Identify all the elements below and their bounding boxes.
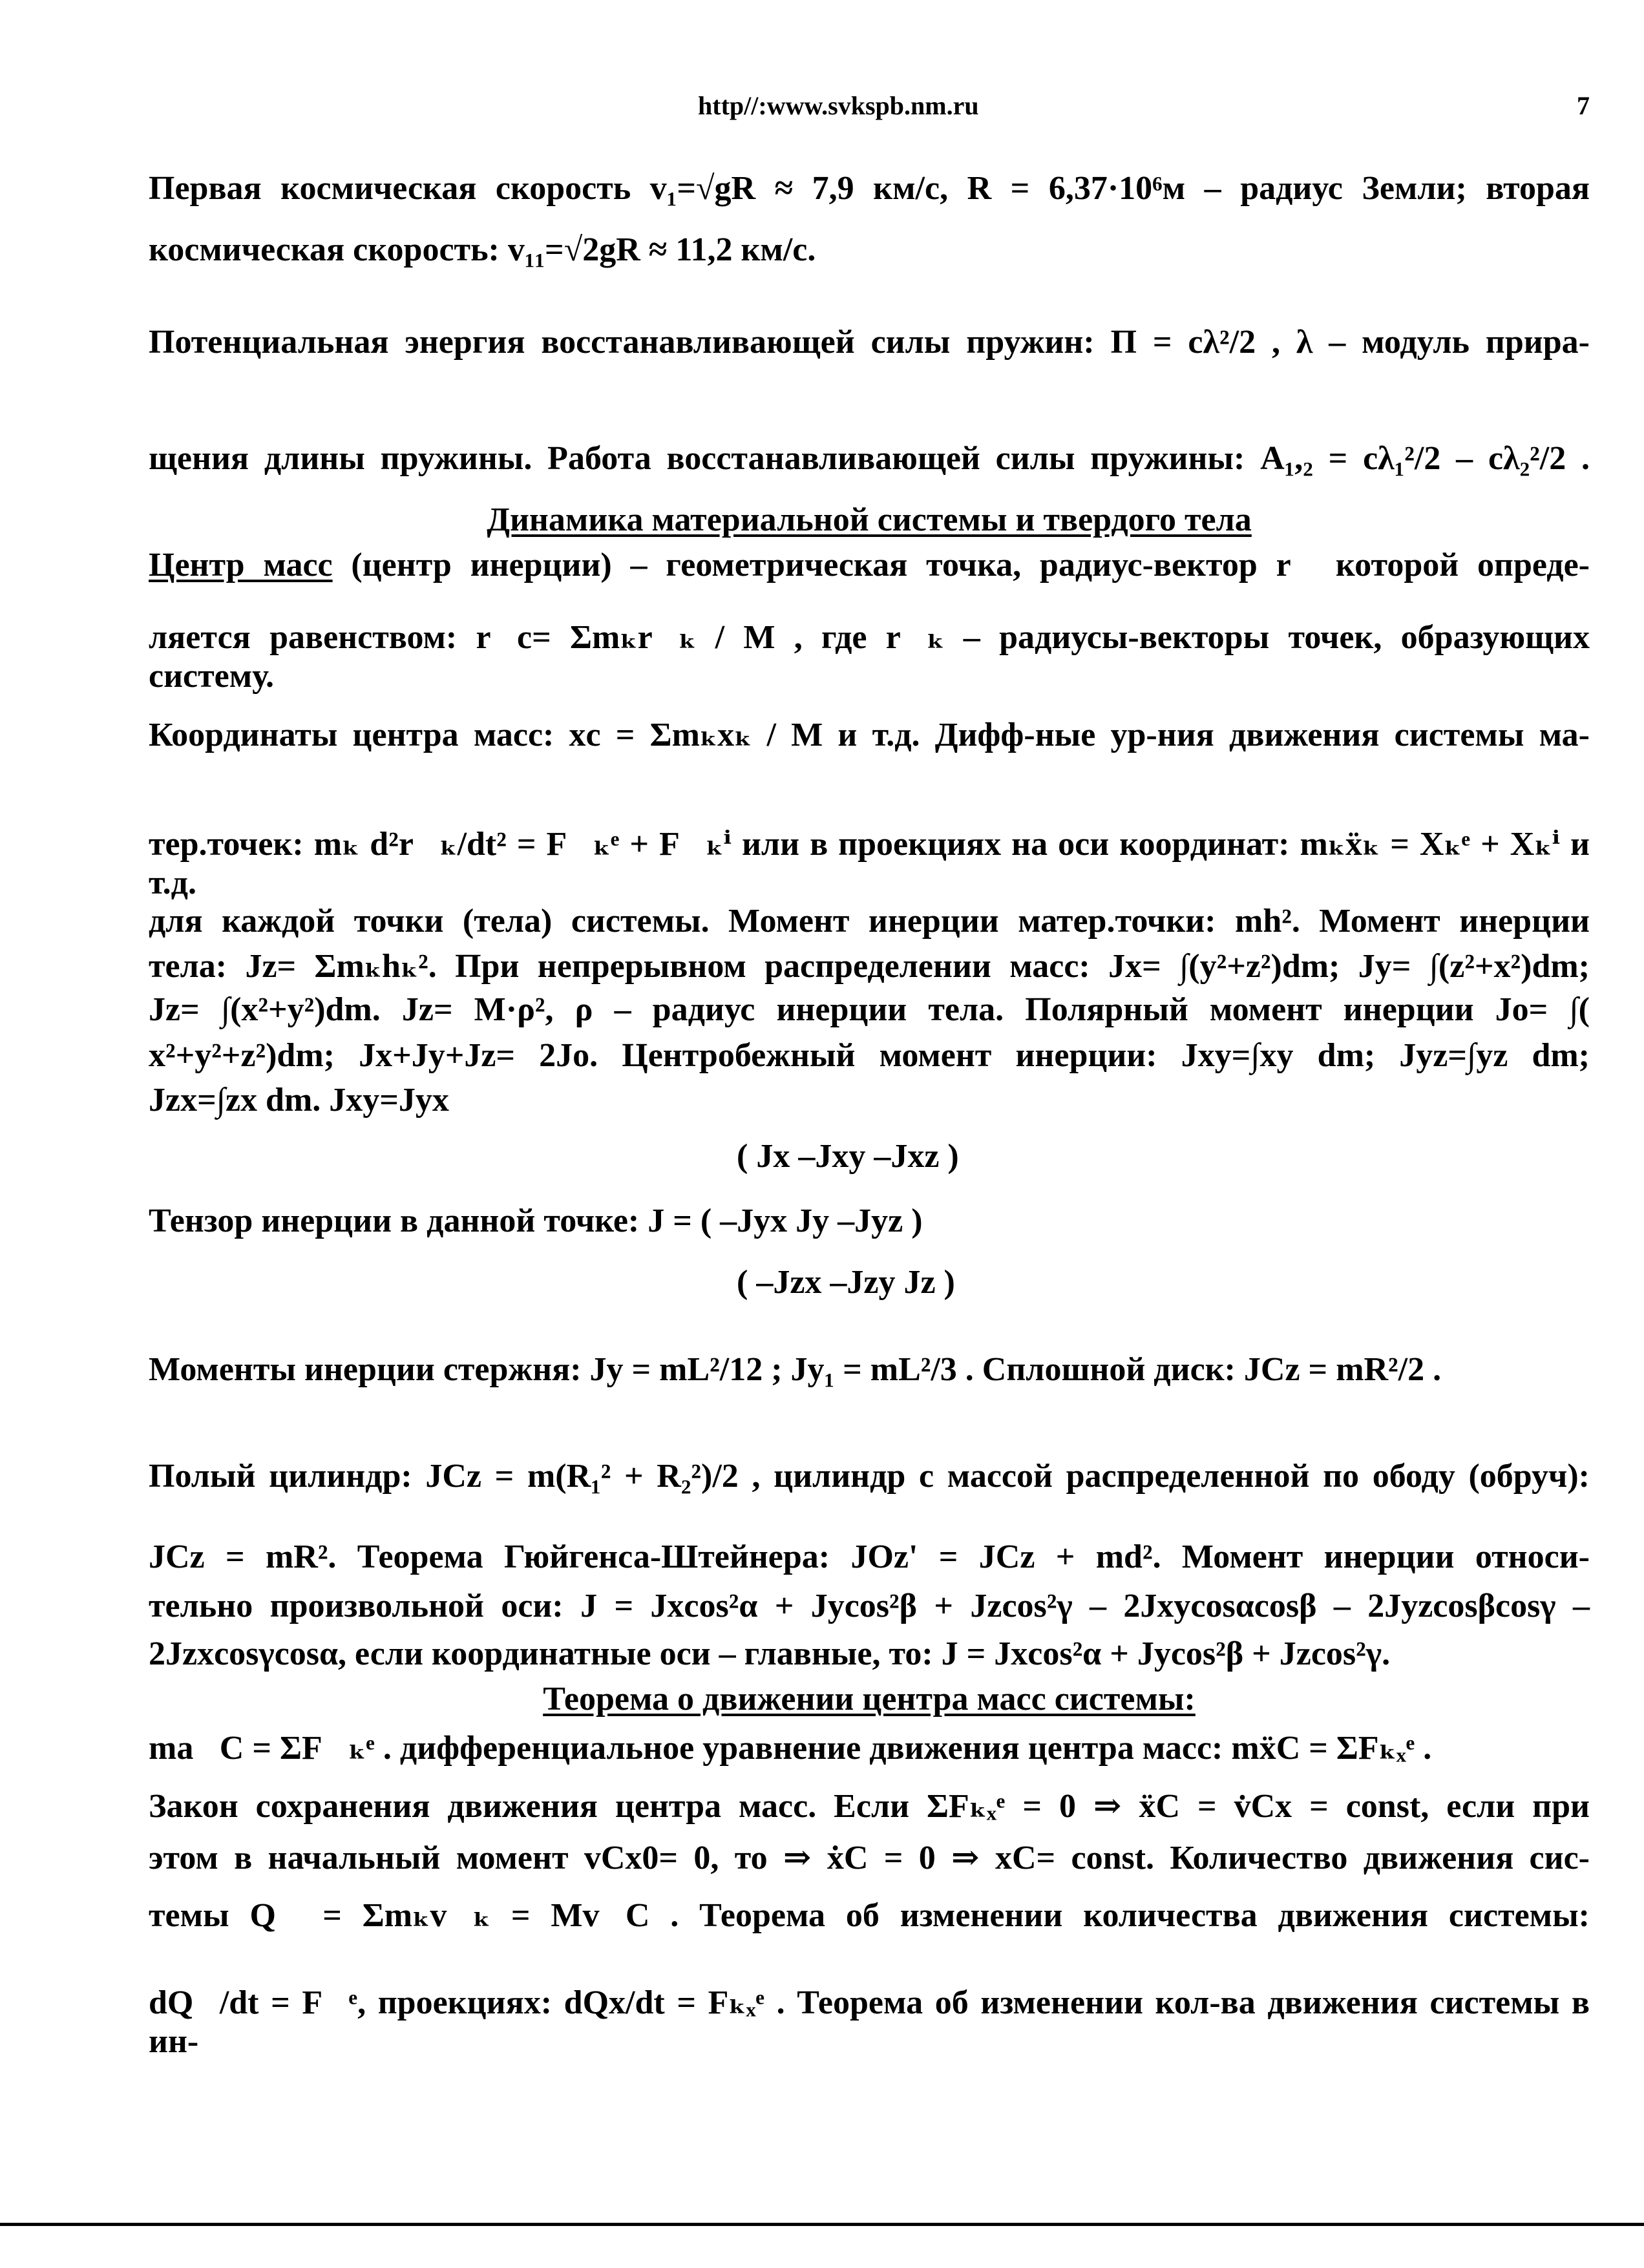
matrix-row: ( Jx –Jxy –Jxz ) [737, 1138, 959, 1175]
text-line: Координаты центра масс: xc = Σmₖxₖ / M и т.д. Дифф-ные ур-ния движения системы ма- [149, 717, 1590, 753]
page-number: 7 [1577, 91, 1590, 120]
text-line: космическая скорость: v₁₁=√2gR ≈ 11,2 км/с. [149, 231, 816, 268]
text-line: тельно произвольной оси: J = Jxcos²α + Jycos²β + Jzcos²γ – 2Jxycosαcosβ – 2Jyzcosβcosγ – [149, 1588, 1590, 1624]
section-heading: Теорема о движении центра масс системы: [543, 1681, 1196, 1717]
text-line: Центр масс (центр инерции) – геометрическая точка, радиус-вектор r⃗ которой опреде- [149, 547, 1590, 583]
scan-edge-line [0, 2223, 1644, 2226]
text-line: для каждой точки (тела) системы. Момент инерции матер.точки: mh². Момент инерции [149, 903, 1590, 940]
text-line: Полый цилиндр: JCz = m(R₁² + R₂²)/2 , цилиндр с массой распределенной по ободу (обруч): [149, 1458, 1590, 1495]
text-line: тер.точек: mₖ d²r⃗ₖ/dt² = F⃗ₖᵉ + F⃗ₖⁱ или в проекциях на оси координат: mₖẍₖ = Xₖᵉ + Xₖⁱ и т.д. [149, 826, 1590, 901]
text-line: JCz = mR². Теорема Гюйгенса-Штейнера: JOz' = JCz + md². Момент инерции относи- [149, 1538, 1590, 1575]
section-heading: Динамика материальной системы и твердого тела [487, 501, 1252, 538]
text-line: ляется равенством: r⃗c= Σmₖr⃗ₖ / M , где r⃗ₖ – радиусы-векторы точек, образующих систему. [149, 619, 1590, 695]
text-line: Моменты инерции стержня: Jy = mL²/12 ; Jy₁ = mL²/3 . Сплошной диск: JCz = mR²/2 . [149, 1351, 1442, 1388]
text-line: щения длины пружины. Работа восстанавливающей силы пружины: A₁,₂ = cλ₁²/2 – cλ₂²/2 . [149, 440, 1590, 477]
text-line: этом в начальный момент vCx0= 0, то ⇒ ẋC = 0 ⇒ xC= const. Количество движения сис- [149, 1840, 1590, 1876]
text-line: Тензор инерции в данной точке: J = ( –Jyx Jy –Jyz ) [149, 1202, 923, 1239]
text-line: Закон сохранения движения центра масс. Если ΣFₖₓᵉ = 0 ⇒ ẍC = v̇Cx = const, если при [149, 1788, 1590, 1825]
text-line: темы Q⃗ = Σmₖv⃗ₖ = Mv⃗C . Теорема об изменении количества движения системы: [149, 1897, 1590, 1934]
underlined-term: Центр масс [149, 547, 333, 583]
matrix-row: ( –Jzx –Jzy Jz ) [737, 1264, 955, 1301]
text-line: Потенциальная энергия восстанавливающей силы пружин: П = cλ²/2 , λ – модуль прира- [149, 324, 1590, 361]
text-line: Jzx=∫zx dm. Jxy=Jyx [149, 1082, 449, 1118]
text-line: x²+y²+z²)dm; Jx+Jy+Jz= 2Jo. Центробежный момент инерции: Jxy=∫xy dm; Jyz=∫yz dm; [149, 1037, 1590, 1074]
text-line: 2Jzxcosγcosα, если координатные оси – главные, то: J = Jxcos²α + Jycos²β + Jzcos²γ. [149, 1635, 1391, 1672]
text-line: Jz= ∫(x²+y²)dm. Jz= M·ρ², ρ – радиус инерции тела. Полярный момент инерции Jo= ∫( [149, 991, 1590, 1028]
text-line: Первая космическая скорость v₁=√gR ≈ 7,9 км/с, R = 6,37·10⁶м – радиус Земли; вторая [149, 170, 1590, 207]
text-line: dQ⃗/dt = F⃗ᵉ, проекциях: dQx/dt = Fₖₓᵉ . Теорема об изменении кол-ва движения системы в ин- [149, 1984, 1590, 2060]
text-line: тела: Jz= Σmₖhₖ². При непрерывном распределении масс: Jx= ∫(y²+z²)dm; Jy= ∫(z²+x²)dm; [149, 948, 1590, 985]
text-line: ma⃗C = ΣF⃗ₖᵉ . дифференциальное уравнение движения центра масс: mẍC = ΣFₖₓᵉ . [149, 1730, 1432, 1767]
header-url: http//:www.svkspb.nm.ru [698, 91, 979, 120]
